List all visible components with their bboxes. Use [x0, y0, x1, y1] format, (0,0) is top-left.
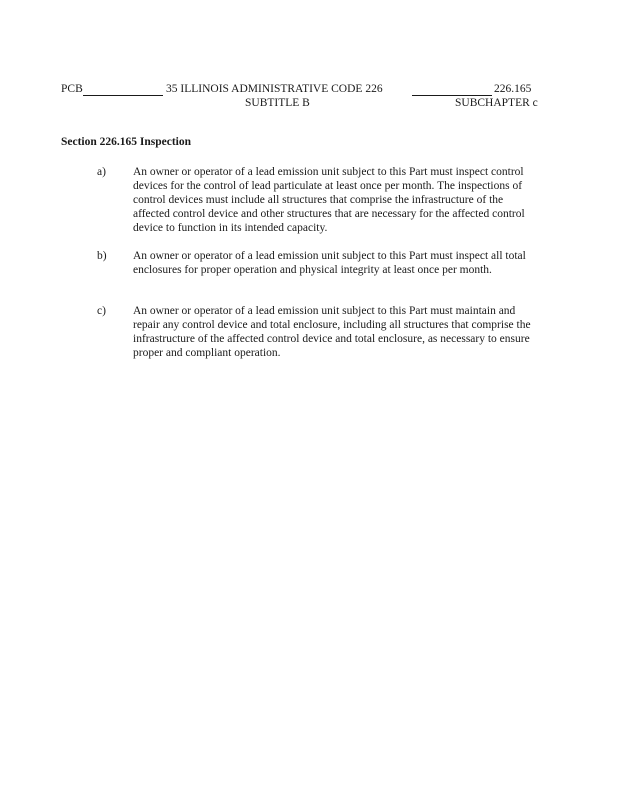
header-subchapter: SUBCHAPTER c [455, 97, 538, 109]
header-code-title: 35 ILLINOIS ADMINISTRATIVE CODE 226 [166, 83, 383, 95]
header-agency: PCB [61, 83, 83, 95]
item-c-text: An owner or operator of a lead emission unit subject to this Part must maintain and repair any control device and total enclosure, including all structures that comprise the infrastructure of the affected control device and total enclosure, as necessary to ensure proper and compliant operation. [133, 305, 531, 359]
item-c-label: c) [97, 305, 106, 317]
item-a-label: a) [97, 166, 106, 178]
section-heading: Section 226.165 Inspection [61, 136, 192, 148]
item-a-text: An owner or operator of a lead emission unit subject to this Part must inspect control devices for the control of lead particulate at least once per month. The inspections of control devices must include all structures that comprise the infrastructure of the affected control device and other structures that are necessary for the affected control device to function in its intended capacity. [133, 166, 525, 234]
item-b-text: An owner or operator of a lead emission unit subject to this Part must inspect all total enclosures for proper operation and physical integrity at least once per month. [133, 250, 526, 276]
header-section-number: 226.165 [494, 83, 532, 95]
header-subtitle: SUBTITLE B [245, 97, 310, 109]
item-b-label: b) [97, 250, 107, 262]
header-rule-left [83, 95, 163, 96]
